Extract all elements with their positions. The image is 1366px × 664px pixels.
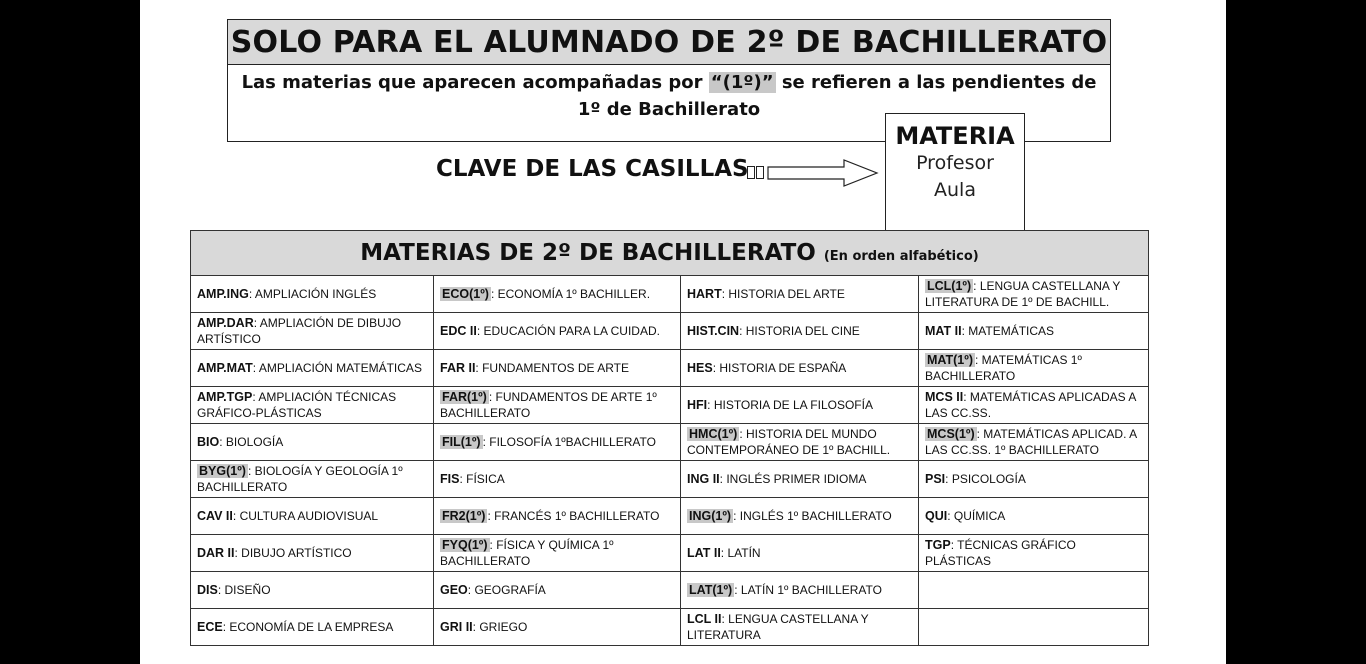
- banner-sub-before: Las materias que aparecen acompañadas por: [241, 72, 709, 93]
- subject-cell: [681, 387, 919, 424]
- subject-name: LENGUA CASTELLANA Y LITERATURA: [687, 612, 869, 642]
- subject-name: TÉCNICAS GRÁFICO PLÁSTICAS: [925, 538, 1076, 568]
- key-profesor: Profesor: [916, 152, 994, 174]
- subject-name: ECONOMÍA 1º BACHILLER.: [497, 287, 651, 301]
- subject-cell: [681, 461, 919, 498]
- table-row: [191, 313, 1149, 350]
- subject-code: FAR(1º): [442, 390, 487, 404]
- subject-code: LCL II: [687, 612, 722, 626]
- subject-cell: [681, 313, 919, 350]
- subject-name: EDUCACIÓN PARA LA CUIDAD.: [483, 324, 660, 338]
- code-separator: :: [976, 427, 984, 441]
- subject-cell: [191, 498, 434, 535]
- table-row: [191, 350, 1149, 387]
- table-subtitle: (En orden alfabético): [823, 249, 979, 264]
- code-separator: :: [712, 361, 720, 375]
- subject-cell: [681, 350, 919, 387]
- subject-cell: [681, 609, 919, 646]
- subject-code: FIL(1º): [442, 435, 481, 449]
- subject-cell: [434, 313, 681, 350]
- subject-cell: [919, 424, 1149, 461]
- subject-name: FRANCÉS 1º BACHILLERATO: [494, 509, 660, 523]
- subject-code: ING II: [687, 472, 720, 486]
- subject-cell: [919, 387, 1149, 424]
- code-separator: :: [472, 620, 480, 634]
- subject-cell: [434, 276, 681, 313]
- subject-cell: [681, 424, 919, 461]
- subject-cell: [191, 424, 434, 461]
- subject-code: ING(1º): [689, 509, 732, 523]
- subject-code: TGP: [925, 538, 951, 552]
- code-separator: :: [707, 398, 714, 412]
- subject-name: CULTURA AUDIOVISUAL: [239, 509, 379, 523]
- code-separator: :: [219, 435, 226, 449]
- subject-code: DIS: [197, 583, 218, 597]
- subject-cell: [919, 350, 1149, 387]
- code-separator: :: [487, 509, 495, 523]
- subject-code: DAR II: [197, 546, 235, 560]
- banner-title: SOLO PARA EL ALUMNADO DE 2º DE BACHILLERATO: [228, 20, 1110, 65]
- table-row: [191, 572, 1149, 609]
- subject-name: QUÍMICA: [953, 509, 1006, 523]
- subject-name: GEOGRAFÍA: [474, 583, 546, 597]
- subject-cell: [191, 535, 434, 572]
- subject-name: GRIEGO: [479, 620, 528, 634]
- subject-code: CAV II: [197, 509, 233, 523]
- subject-name: DIBUJO ARTÍSTICO: [241, 546, 352, 560]
- subject-code: HMC(1º): [689, 427, 738, 441]
- subject-cell: [191, 609, 434, 646]
- subject-cell: [434, 535, 681, 572]
- subject-cell: [434, 498, 681, 535]
- code-separator: :: [950, 538, 958, 552]
- subject-code: MAT(1º): [927, 353, 973, 367]
- subject-cell: [681, 535, 919, 572]
- code-separator: :: [719, 472, 727, 486]
- subject-cell: [681, 572, 919, 609]
- subject-name: FUNDAMENTOS DE ARTE: [482, 361, 630, 375]
- subject-name: HISTORIA DEL MUNDO CONTEMPORÁNEO DE 1º BACHILL.: [687, 427, 891, 457]
- table-row: [191, 387, 1149, 424]
- table-row: [191, 424, 1149, 461]
- subject-cell: [434, 572, 681, 609]
- subject-cell: [434, 424, 681, 461]
- subject-code: QUI: [925, 509, 948, 523]
- code-separator: :: [720, 546, 728, 560]
- banner-sub-highlight: “(1º)”: [710, 72, 774, 93]
- code-separator: :: [467, 583, 475, 597]
- code-separator: :: [739, 427, 746, 441]
- subject-name: MATEMÁTICAS APLICAD. A LAS CC.SS. 1º BACHILLERATO: [925, 427, 1137, 457]
- subject-code: FR2(1º): [442, 509, 486, 523]
- subject-cell: [919, 276, 1149, 313]
- subjects-table: [190, 230, 1149, 646]
- subject-name: HISTORIA DE ESPAÑA: [719, 361, 847, 375]
- code-separator: :: [217, 583, 225, 597]
- subject-name: FÍSICA Y QUÍMICA 1º BACHILLERATO: [440, 538, 614, 568]
- subject-cell: [919, 609, 1149, 646]
- subject-code: LAT(1º): [689, 583, 733, 597]
- subject-name: AMPLIACIÓN TÉCNICAS GRÁFICO-PLÁSTICAS: [197, 390, 397, 420]
- subject-code: FYQ(1º): [442, 538, 488, 552]
- subject-name: AMPLIACIÓN INGLÉS: [254, 287, 377, 301]
- code-separator: :: [232, 509, 240, 523]
- key-materia: MATERIA: [895, 122, 1015, 150]
- code-separator: :: [252, 361, 259, 375]
- subject-code: GRI II: [440, 620, 473, 634]
- subject-cell: [919, 498, 1149, 535]
- code-separator: :: [247, 464, 255, 478]
- subject-name: BIOLOGÍA: [225, 435, 284, 449]
- table-title: [191, 231, 1149, 276]
- subject-cell: [919, 572, 1149, 609]
- subject-code: HART: [687, 287, 722, 301]
- subject-cell: [434, 609, 681, 646]
- code-separator: :: [253, 316, 260, 330]
- subject-code: FAR II: [440, 361, 476, 375]
- subject-name: HISTORIA DE LA FILOSOFÍA: [713, 398, 873, 412]
- subject-name: ECONOMÍA DE LA EMPRESA: [229, 620, 394, 634]
- code-separator: :: [482, 435, 490, 449]
- subject-name: LATÍN 1º BACHILLERATO: [740, 583, 882, 597]
- table-title-text: MATERIAS DE 2º DE BACHILLERATO: [360, 240, 816, 266]
- subject-code: AMP.DAR: [197, 316, 254, 330]
- code-separator: :: [476, 324, 484, 338]
- code-separator: :: [975, 353, 982, 367]
- subject-name: FUNDAMENTOS DE ARTE 1º BACHILLERATO: [440, 390, 657, 420]
- table-row: [191, 609, 1149, 646]
- subject-cell: [191, 572, 434, 609]
- subject-name: MATEMÁTICAS APLICADAS A LAS CC.SS.: [925, 390, 1136, 420]
- subject-code: BYG(1º): [199, 464, 246, 478]
- subject-code: GEO: [440, 583, 468, 597]
- subject-code: AMP.TGP: [197, 390, 253, 404]
- subject-name: LENGUA CASTELLANA Y LITERATURA DE 1º DE BACHILL.: [925, 279, 1121, 309]
- code-separator: :: [222, 620, 230, 634]
- code-separator: :: [739, 324, 746, 338]
- table-row: [191, 498, 1149, 535]
- subject-code: EDC II: [440, 324, 477, 338]
- subject-name: AMPLIACIÓN DE DIBUJO ARTÍSTICO: [197, 316, 402, 346]
- document-page: [140, 0, 1226, 664]
- subject-name: LATÍN: [727, 546, 761, 560]
- subject-cell: [681, 276, 919, 313]
- subject-cell: [434, 350, 681, 387]
- code-separator: :: [488, 390, 496, 404]
- subject-cell: [434, 387, 681, 424]
- subject-cell: [191, 461, 434, 498]
- subject-cell: [681, 498, 919, 535]
- code-separator: :: [963, 390, 970, 404]
- subject-name: MATEMÁTICAS: [968, 324, 1055, 338]
- code-separator: :: [945, 472, 952, 486]
- right-arrow-icon: [767, 158, 881, 188]
- code-separator: :: [459, 472, 467, 486]
- subject-code: AMP.MAT: [197, 361, 253, 375]
- subject-name: INGLÉS 1º BACHILLERATO: [739, 509, 892, 523]
- table-row: [191, 276, 1149, 313]
- table-row: [191, 535, 1149, 572]
- key-box: [885, 113, 1025, 237]
- subject-code: HFI: [687, 398, 708, 412]
- subject-name: MATEMÁTICAS 1º BACHILLERATO: [925, 353, 1082, 383]
- code-separator: :: [248, 287, 255, 301]
- subject-code: PSI: [925, 472, 946, 486]
- code-separator: :: [490, 287, 498, 301]
- code-separator: :: [475, 361, 483, 375]
- subject-name: HISTORIA DEL ARTE: [728, 287, 845, 301]
- subject-name: PSICOLOGÍA: [951, 472, 1026, 486]
- subject-code: ECE: [197, 620, 223, 634]
- subject-code: HES: [687, 361, 713, 375]
- subject-code: MAT II: [925, 324, 962, 338]
- code-separator: :: [961, 324, 969, 338]
- subject-code: LAT II: [687, 546, 721, 560]
- subject-code: ECO(1º): [442, 287, 489, 301]
- key-aula: Aula: [934, 179, 976, 201]
- table-row: [191, 461, 1149, 498]
- code-separator: :: [733, 509, 740, 523]
- subject-cell: [919, 461, 1149, 498]
- subject-code: BIO: [197, 435, 220, 449]
- table-body: [191, 276, 1149, 646]
- subject-name: DISEÑO: [224, 583, 271, 597]
- subject-name: FILOSOFÍA 1ºBACHILLERATO: [489, 435, 656, 449]
- code-separator: :: [252, 390, 259, 404]
- subject-code: LCL(1º): [927, 279, 972, 293]
- subject-cell: [919, 313, 1149, 350]
- banner-sub-after: se refieren a las pendientes de 1º de Bachillerato: [577, 72, 1097, 120]
- code-separator: :: [234, 546, 242, 560]
- code-separator: :: [721, 612, 729, 626]
- key-marks: [747, 166, 764, 179]
- subject-code: MCS II: [925, 390, 964, 404]
- subject-cell: [191, 276, 434, 313]
- subject-cell: [191, 313, 434, 350]
- code-separator: :: [489, 538, 497, 552]
- key-label: CLAVE DE LAS CASILLAS: [436, 156, 749, 182]
- code-separator: :: [734, 583, 741, 597]
- subject-name: BIOLOGÍA Y GEOLOGÍA 1º BACHILLERATO: [197, 464, 403, 494]
- subject-name: INGLÉS PRIMER IDIOMA: [726, 472, 867, 486]
- subject-cell: [434, 461, 681, 498]
- subject-code: MCS(1º): [927, 427, 975, 441]
- code-separator: :: [721, 287, 729, 301]
- subject-cell: [191, 387, 434, 424]
- code-separator: :: [947, 509, 954, 523]
- subject-code: HIST.CIN: [687, 324, 740, 338]
- code-separator: :: [973, 279, 980, 293]
- subject-code: AMP.ING: [197, 287, 249, 301]
- subject-code: FIS: [440, 472, 460, 486]
- subject-name: FÍSICA: [466, 472, 505, 486]
- subject-name: AMPLIACIÓN MATEMÁTICAS: [258, 361, 422, 375]
- subject-cell: [191, 350, 434, 387]
- subject-name: HISTORIA DEL CINE: [745, 324, 860, 338]
- subject-cell: [919, 535, 1149, 572]
